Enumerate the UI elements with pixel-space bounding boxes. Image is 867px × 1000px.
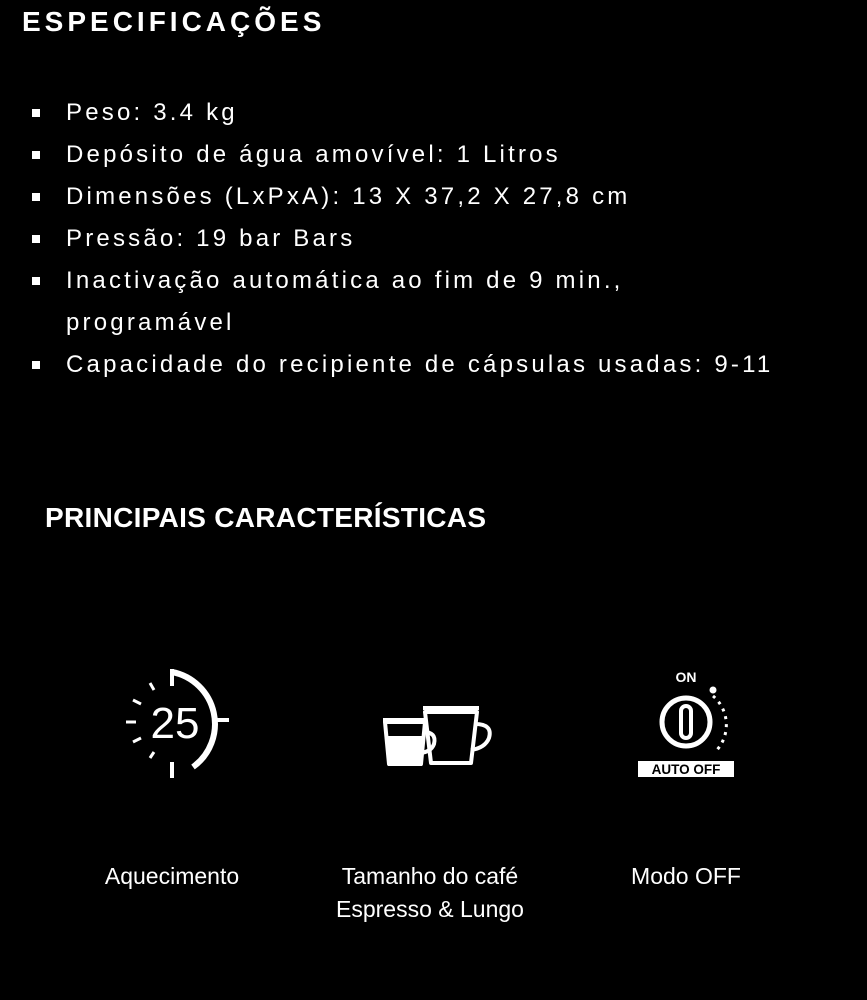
features-title: PRINCIPAIS CARACTERÍSTICAS (45, 502, 487, 533)
bullet-icon (32, 193, 40, 201)
feature-label-line: Aquecimento (104, 863, 240, 889)
on-label: ON (675, 669, 697, 685)
feature-label (42, 860, 302, 893)
spec-item (32, 134, 832, 176)
spec-item-text: Dimensões (LxPxA): 13 X 37,2 X 27,8 cm (66, 183, 631, 210)
spec-item-text: Pressão: 19 bar Bars (66, 225, 356, 252)
spec-item-text: Peso: 3.4 kg (66, 99, 238, 126)
heating-timer-icon (107, 660, 237, 790)
feature-auto-off (556, 660, 816, 889)
feature-cup-size (300, 660, 560, 922)
bullet-icon (32, 277, 40, 285)
specifications-list (32, 92, 832, 386)
spec-item (32, 92, 832, 134)
spec-item (32, 218, 832, 260)
timer-number: 25 (150, 699, 200, 748)
bullet-icon (32, 109, 40, 117)
bullet-icon (32, 151, 40, 159)
coffee-cups-icon (365, 660, 495, 790)
spec-item (32, 176, 832, 218)
feature-heating (42, 660, 302, 889)
spec-item-text: Depósito de água amovível: 1 Litros (66, 141, 561, 168)
spec-item (32, 344, 832, 386)
feature-label-line: Espresso & Lungo (336, 896, 524, 922)
spec-item-text: Capacidade do recipiente de cápsulas usadas: 9-11 (66, 351, 774, 378)
power-auto-off-icon (621, 660, 751, 790)
feature-label (556, 860, 816, 893)
bullet-icon (32, 235, 40, 243)
spec-item-text: Inactivação automática ao fim de 9 min., programável (66, 267, 624, 336)
feature-label-line: Modo OFF (631, 863, 741, 889)
feature-label (300, 860, 560, 926)
bullet-icon (32, 361, 40, 369)
feature-label-line: Tamanho do café (341, 863, 519, 889)
specifications-title: ESPECIFICAÇÕES (22, 6, 326, 37)
spec-item (32, 260, 706, 344)
auto-off-badge: AUTO OFF (651, 762, 721, 777)
